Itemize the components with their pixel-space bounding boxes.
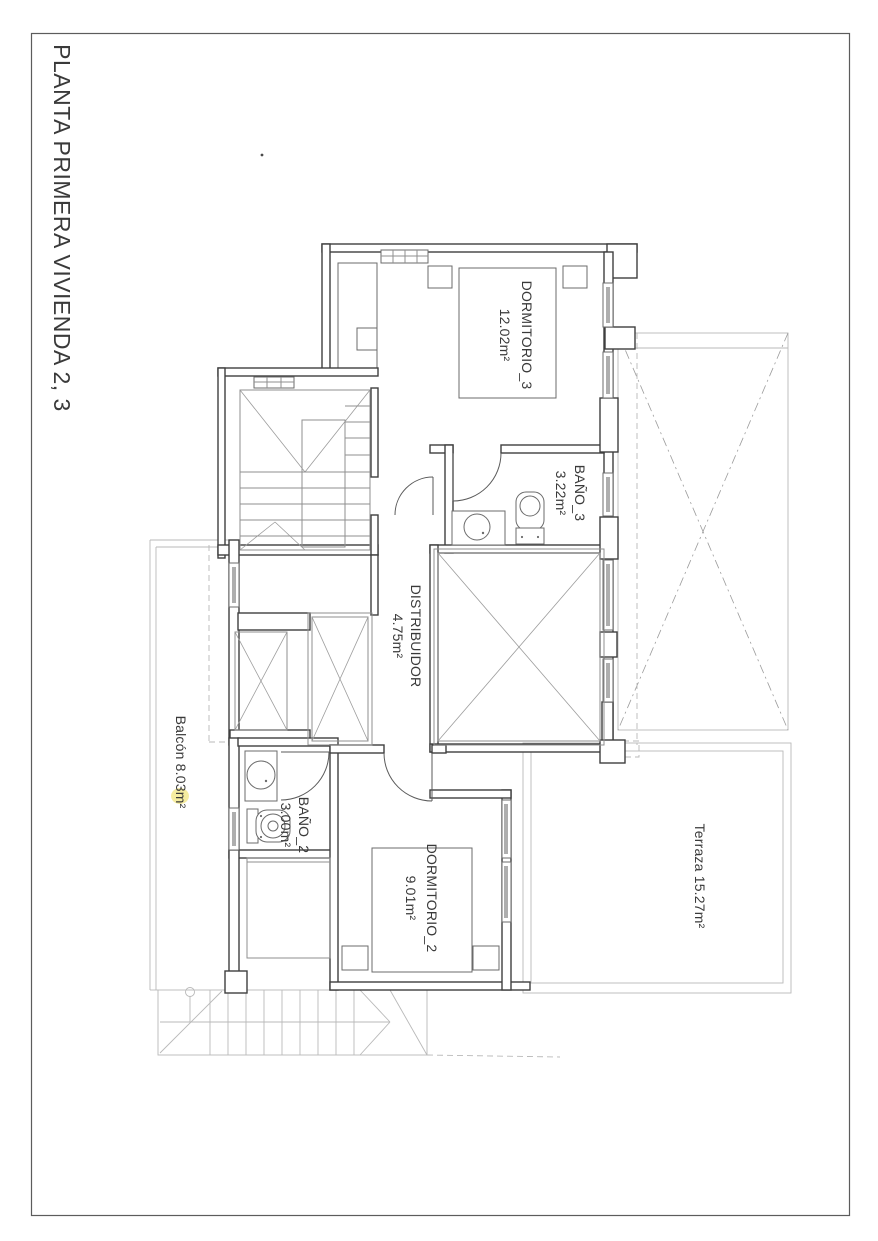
room-label-distribuidor: [390, 585, 424, 688]
door-icon: [453, 453, 501, 501]
sheet-border: [32, 34, 850, 1216]
room-name: DORMITORIO_3: [519, 280, 535, 390]
door-icon: [384, 753, 432, 801]
roof-x-area: [618, 333, 788, 745]
room-area: 4.75m²: [390, 613, 406, 659]
room-name: BAÑO_3: [572, 464, 588, 522]
room-label-bano3: [553, 465, 588, 521]
room-name: Balcón 8.03m²: [173, 715, 189, 809]
window-icon: [603, 352, 613, 398]
floor-plan: [150, 244, 791, 1057]
door-icon: [281, 752, 329, 800]
plot-dot: [261, 154, 264, 157]
window-icon: [254, 377, 294, 388]
room-name: DISTRIBUIDOR: [408, 584, 424, 688]
shower-icon: [247, 858, 330, 958]
window-icon: [381, 250, 428, 263]
void-shaft: [434, 549, 604, 745]
room-label-terraza: [692, 824, 708, 929]
door-icon: [395, 477, 433, 515]
window-icon: [603, 283, 613, 327]
room-name: BAÑO_2: [296, 796, 312, 854]
window-icon: [229, 563, 239, 607]
staircase-icon: [240, 390, 370, 550]
bed-icon: [342, 848, 499, 972]
sink-icon: [245, 751, 277, 801]
room-name: DORMITORIO_2: [424, 843, 440, 953]
sheet-title: [49, 44, 75, 412]
room-area: 3.00m²: [278, 802, 294, 848]
room-name: Terraza 15.27m²: [692, 823, 708, 929]
wardrobe-icon: [308, 613, 372, 745]
sink-icon: [452, 511, 505, 545]
terrace-outline: [523, 741, 791, 993]
room-area: 3.22m²: [553, 470, 569, 516]
room-area: 12.02m²: [497, 308, 513, 362]
window-icon: [229, 808, 239, 850]
page-title: PLANTA PRIMERA VIVIENDA 2, 3: [49, 44, 75, 412]
room-label-bano2: [278, 797, 312, 853]
wardrobe-icon: [235, 632, 287, 730]
toilet-icon: [516, 492, 544, 544]
window-icon: [603, 473, 613, 516]
balcony-outline: [150, 540, 237, 990]
room-area: 9.01m²: [403, 875, 419, 921]
room-label-balcon: [171, 716, 189, 809]
exterior-staircase-icon: [158, 988, 560, 1058]
